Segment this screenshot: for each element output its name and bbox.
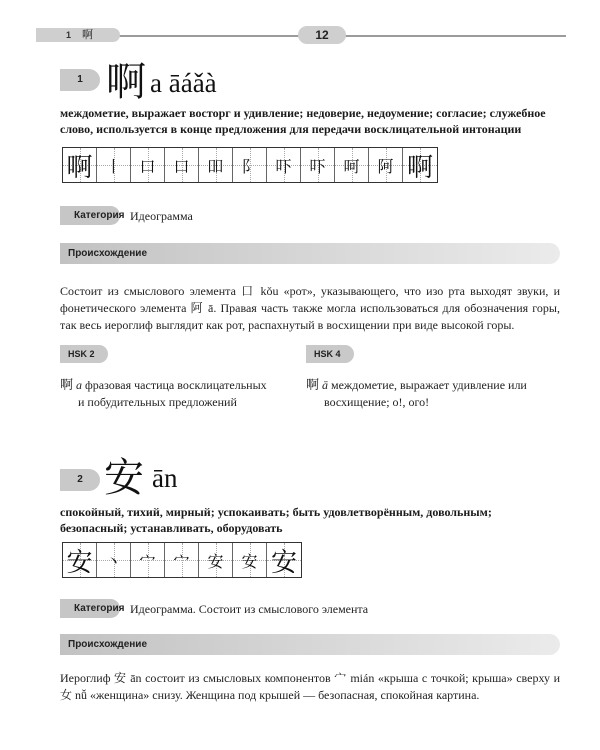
page-number: 12 (298, 26, 346, 44)
entry-2-character: 安 (104, 455, 144, 501)
entry-1-hsk2-label: HSK 2 (60, 345, 108, 363)
stroke-cell: 宀 (131, 543, 165, 577)
stroke-cell: 阿 (369, 148, 403, 182)
section-number: 1 (66, 30, 72, 40)
entry-1-origin-label: Происхождение (60, 243, 560, 264)
stroke-cell: 宀 (165, 543, 199, 577)
hsk-text-continued: и побудительных предложений (78, 395, 237, 409)
entry-1-stroke-order (62, 147, 438, 183)
entry-2-origin-text: Иероглиф 安 ān состоит из смысловых компонентов 宀 mián «крыша с точкой; крыша» сверху и 女 nǚ «женщина» снизу. Женщина под крышей — безопасная, спокойная картина. (60, 671, 560, 702)
hsk-char: 啊 (60, 378, 74, 393)
stroke-cell: 吅 (199, 148, 233, 182)
stroke-cell: 阝 (233, 148, 267, 182)
stroke-cell: 吓 (301, 148, 335, 182)
stroke-cell: 呵 (335, 148, 369, 182)
entry-1-character: 啊 (106, 59, 146, 105)
entry-1-hsk4-label: HSK 4 (306, 345, 354, 363)
hsk-text: междометие, выражает удивление или (331, 378, 527, 392)
hsk-char: 啊 (306, 378, 320, 393)
stroke-cell: 安 (63, 543, 97, 577)
entry-2-origin-label: Происхождение (60, 634, 560, 655)
stroke-cell: 丨 (97, 148, 131, 182)
entry-2-category: Идеограмма. Состоит из смыслового элемента (130, 602, 369, 616)
stroke-cell: 啊 (403, 148, 437, 182)
section-character: 啊 (82, 29, 93, 41)
entry-2-pinyin: ān (152, 463, 178, 493)
hsk-pinyin: ā (322, 378, 329, 392)
stroke-cell: 安 (233, 543, 267, 577)
hsk-text-continued: восхищение; о!, ого! (324, 395, 430, 409)
entry-1-category: Идеограмма (130, 209, 193, 223)
hsk-text: фразовая частица восклицательных (85, 378, 267, 392)
entry-1-pinyin: a āáǎà (150, 68, 217, 98)
stroke-cell: 丶 (97, 543, 131, 577)
entry-2-category-label: Категория (60, 599, 120, 618)
entry-1-number: 1 (60, 69, 100, 91)
entry-2-meaning: спокойный, тихий, мирный; успокаивать; быть удовлетворённым, довольным; безопасный; устанавливать, оборудовать (60, 505, 492, 535)
hsk-pinyin: a (76, 378, 83, 392)
stroke-cell: 吓 (267, 148, 301, 182)
page-header (36, 28, 566, 42)
stroke-cell: 安 (267, 543, 301, 577)
entry-1-hsk4-definition (306, 377, 556, 410)
entry-1-category-label: Категория (60, 206, 120, 225)
stroke-cell: 口 (165, 148, 199, 182)
entry-1-meaning: междометие, выражает восторг и удивление; недоверие, недоумение; согласие; служебное слово, используется в конце предложения для передачи восклицательной интонации (60, 106, 546, 136)
entry-1-hsk2-definition (60, 377, 280, 410)
entry-2-number: 2 (60, 469, 100, 491)
entry-1-origin-text: Состоит из смыслового элемента 口 kǒu «рот», указывающего, что изо рта выходят звуки, и фонетического элемента 阿 ā. Правая часть также могла использоваться для обозначения горы, так весь иероглиф выглядит как рот, распахнутый в восхищении при виде высокой горы. (60, 284, 560, 332)
stroke-cell: 啊 (63, 148, 97, 182)
stroke-cell: 口 (131, 148, 165, 182)
entry-2-stroke-order (62, 542, 302, 578)
section-tab (36, 28, 120, 42)
stroke-cell: 安 (199, 543, 233, 577)
